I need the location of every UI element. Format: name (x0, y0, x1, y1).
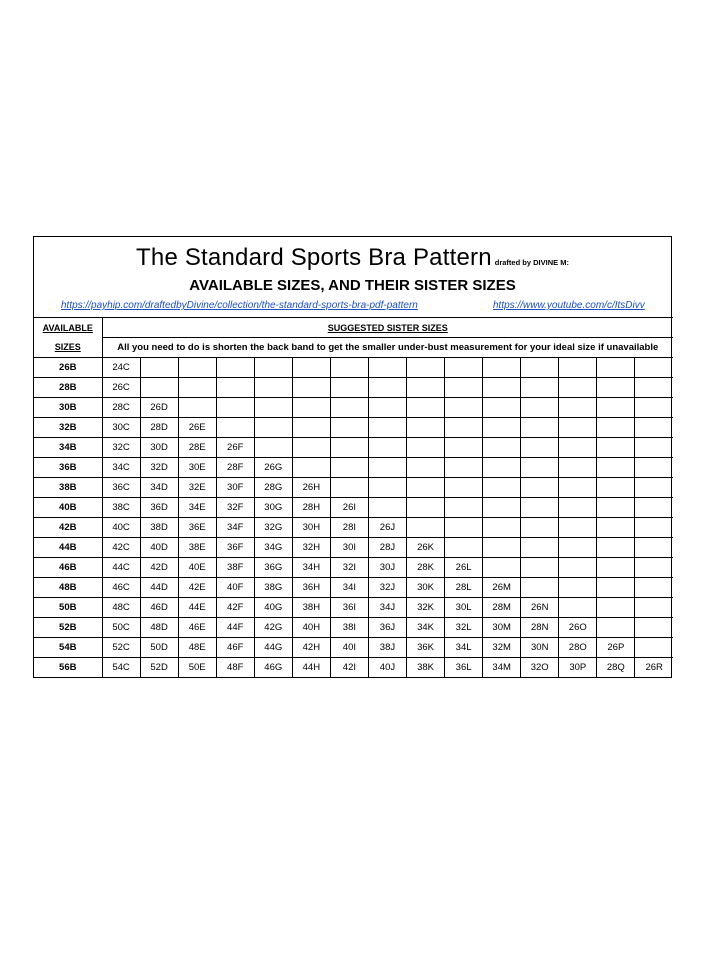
sister-size-cell (445, 498, 483, 518)
sister-size-cell: 44G (254, 638, 292, 658)
sister-size-cell: 32E (178, 478, 216, 498)
sister-size-cell (521, 578, 559, 598)
sister-size-cell: 26R (635, 658, 673, 678)
sister-size-cell (292, 398, 330, 418)
sister-size-cell (368, 498, 406, 518)
sister-size-cell (559, 558, 597, 578)
sister-size-cell (597, 378, 635, 398)
youtube-link[interactable]: https://www.youtube.com/c/ItsDivv (493, 300, 645, 311)
sister-size-cell: 38I (330, 618, 368, 638)
sister-size-cell: 30K (407, 578, 445, 598)
sister-size-cell (635, 618, 673, 638)
sister-size-cell: 32F (216, 498, 254, 518)
sister-size-cell (254, 398, 292, 418)
sister-size-cell: 54C (102, 658, 140, 678)
available-size-cell: 46B (34, 558, 102, 578)
sister-size-cell (597, 518, 635, 538)
sister-size-cell: 44D (140, 578, 178, 598)
sister-size-cell: 32M (483, 638, 521, 658)
sister-size-cell (635, 598, 673, 618)
sister-size-cell (368, 398, 406, 418)
available-size-cell: 56B (34, 658, 102, 678)
header-row-2 (34, 338, 673, 358)
sister-size-cell (407, 518, 445, 538)
sister-size-cell (559, 358, 597, 378)
sister-size-cell: 36G (254, 558, 292, 578)
sister-size-cell (254, 378, 292, 398)
available-size-cell: 26B (34, 358, 102, 378)
sister-size-cell (407, 378, 445, 398)
sister-size-cell: 30M (483, 618, 521, 638)
sister-size-cell (216, 418, 254, 438)
sister-size-cell: 44F (216, 618, 254, 638)
sister-size-cell (330, 378, 368, 398)
sister-size-cell: 34M (483, 658, 521, 678)
sister-size-cell: 28N (521, 618, 559, 638)
sister-size-cell: 28C (102, 398, 140, 418)
available-size-cell: 32B (34, 418, 102, 438)
sister-size-cell: 28G (254, 478, 292, 498)
suggested-header: SUGGESTED SISTER SIZES (102, 318, 673, 338)
sister-size-cell (483, 438, 521, 458)
sister-size-cell: 32D (140, 458, 178, 478)
sister-size-cell: 32H (292, 538, 330, 558)
sister-size-cell: 46F (216, 638, 254, 658)
sister-size-cell (216, 358, 254, 378)
sister-size-cell: 38E (178, 538, 216, 558)
sister-size-cell (521, 518, 559, 538)
sister-size-cell: 40F (216, 578, 254, 598)
sister-size-cell (597, 398, 635, 418)
table-row (34, 538, 673, 558)
sister-size-cell (368, 358, 406, 378)
table-row (34, 658, 673, 678)
sizes-header: SIZES (34, 338, 102, 358)
available-size-cell: 34B (34, 438, 102, 458)
sister-size-cell: 46E (178, 618, 216, 638)
table-row (34, 518, 673, 538)
sister-size-cell: 38C (102, 498, 140, 518)
table-row (34, 598, 673, 618)
sister-size-cell (521, 378, 559, 398)
sister-size-cell (635, 638, 673, 658)
payhip-link[interactable]: https://payhip.com/draftedbyDivine/collection/the-standard-sports-bra-pdf-pattern (61, 300, 418, 311)
sister-size-cell (483, 458, 521, 478)
instruction-note: All you need to do is shorten the back band to get the smaller under-bust measurement for your ideal size if unavailable (102, 338, 673, 358)
sister-size-cell: 26H (292, 478, 330, 498)
sister-size-cell (178, 378, 216, 398)
sister-size-cell (597, 498, 635, 518)
sister-size-cell: 28J (368, 538, 406, 558)
sister-size-cell: 36I (330, 598, 368, 618)
sister-size-cell (521, 418, 559, 438)
sister-size-cell (407, 478, 445, 498)
sister-size-cell (178, 358, 216, 378)
sister-size-cell (635, 478, 673, 498)
available-size-cell: 36B (34, 458, 102, 478)
sister-size-cell: 42E (178, 578, 216, 598)
sister-size-cell: 30G (254, 498, 292, 518)
sister-size-cell: 28O (559, 638, 597, 658)
sister-size-cell (483, 378, 521, 398)
available-size-cell: 28B (34, 378, 102, 398)
sister-size-cell (635, 578, 673, 598)
sister-size-cell (368, 438, 406, 458)
sister-size-cell (597, 478, 635, 498)
sister-size-cell: 36L (445, 658, 483, 678)
sister-size-cell: 50C (102, 618, 140, 638)
available-size-cell: 44B (34, 538, 102, 558)
sister-size-cell: 32O (521, 658, 559, 678)
sister-size-cell (521, 478, 559, 498)
sister-size-cell (521, 558, 559, 578)
sister-size-cell: 28Q (597, 658, 635, 678)
sister-size-cell: 34D (140, 478, 178, 498)
sister-size-cell: 28L (445, 578, 483, 598)
sister-size-cell: 26O (559, 618, 597, 638)
sister-size-cell (635, 538, 673, 558)
available-size-cell: 42B (34, 518, 102, 538)
sister-size-cell: 26D (140, 398, 178, 418)
page-subtitle: AVAILABLE SIZES, AND THEIR SISTER SIZES (189, 276, 516, 294)
sister-size-cell (559, 538, 597, 558)
sister-size-cell: 40J (368, 658, 406, 678)
sister-size-cell: 28E (178, 438, 216, 458)
sister-size-cell: 50E (178, 658, 216, 678)
sister-size-cell: 32C (102, 438, 140, 458)
sister-size-cell: 32G (254, 518, 292, 538)
sister-size-cell: 28D (140, 418, 178, 438)
available-size-cell: 54B (34, 638, 102, 658)
sister-size-cell (445, 518, 483, 538)
sister-size-cell (521, 438, 559, 458)
sister-size-cell: 28F (216, 458, 254, 478)
sister-size-cell: 32K (407, 598, 445, 618)
sister-size-cell (445, 438, 483, 458)
sister-size-cell: 34E (178, 498, 216, 518)
sister-size-cell (254, 358, 292, 378)
sister-size-cell: 46D (140, 598, 178, 618)
available-size-cell: 38B (34, 478, 102, 498)
sister-size-cell: 32L (445, 618, 483, 638)
sister-size-cell: 48F (216, 658, 254, 678)
sister-size-cell: 32I (330, 558, 368, 578)
sister-size-cell: 42D (140, 558, 178, 578)
sister-size-cell: 26L (445, 558, 483, 578)
sister-size-cell (521, 458, 559, 478)
available-size-cell: 52B (34, 618, 102, 638)
sister-size-cell (292, 438, 330, 458)
sister-size-cell (407, 438, 445, 458)
sister-size-cell (140, 378, 178, 398)
sister-size-cell (635, 438, 673, 458)
sister-size-cell (483, 398, 521, 418)
table-row (34, 558, 673, 578)
sister-size-cell (254, 418, 292, 438)
sister-size-cell (559, 598, 597, 618)
table-row (34, 638, 673, 658)
sister-size-cell (445, 358, 483, 378)
sister-size-cell (597, 438, 635, 458)
sister-size-cell (483, 418, 521, 438)
sister-size-cell (521, 538, 559, 558)
table-row (34, 618, 673, 638)
sister-size-cell (559, 458, 597, 478)
sister-size-cell: 34H (292, 558, 330, 578)
sister-size-cell (635, 558, 673, 578)
sister-size-cell (254, 438, 292, 458)
sister-size-cell: 34K (407, 618, 445, 638)
sister-size-cell (407, 498, 445, 518)
sister-size-cell: 30J (368, 558, 406, 578)
sister-size-cell: 36E (178, 518, 216, 538)
sister-size-cell (216, 398, 254, 418)
sister-size-cell: 30E (178, 458, 216, 478)
table-row (34, 458, 673, 478)
sister-size-cell: 30C (102, 418, 140, 438)
sister-size-cell: 28H (292, 498, 330, 518)
sister-size-cell (140, 358, 178, 378)
sister-size-cell: 42F (216, 598, 254, 618)
sister-size-cell: 36H (292, 578, 330, 598)
sister-size-cell: 36F (216, 538, 254, 558)
sister-size-cell (559, 518, 597, 538)
sister-size-cell (635, 398, 673, 418)
sister-size-cell: 36J (368, 618, 406, 638)
sister-size-cell (216, 378, 254, 398)
sister-size-cell (330, 478, 368, 498)
sister-size-cell (292, 418, 330, 438)
sister-size-cell: 38J (368, 638, 406, 658)
sister-size-cell: 40I (330, 638, 368, 658)
table-row (34, 398, 673, 418)
sister-size-cell: 48C (102, 598, 140, 618)
sister-size-cell: 44H (292, 658, 330, 678)
sister-size-cell (597, 418, 635, 438)
sister-size-cell: 46G (254, 658, 292, 678)
sister-size-cell: 40D (140, 538, 178, 558)
sister-size-cell (330, 438, 368, 458)
sister-size-cell (330, 358, 368, 378)
sister-size-cell: 34C (102, 458, 140, 478)
sister-size-cell (292, 358, 330, 378)
sister-size-cell: 34J (368, 598, 406, 618)
sister-size-cell (330, 458, 368, 478)
sister-size-cell: 30L (445, 598, 483, 618)
sister-size-cell: 34F (216, 518, 254, 538)
sister-size-cell: 26E (178, 418, 216, 438)
sister-size-cell: 44E (178, 598, 216, 618)
sister-size-cell: 40C (102, 518, 140, 538)
sister-size-cell (521, 398, 559, 418)
sister-size-cell: 38G (254, 578, 292, 598)
sister-size-cell (483, 478, 521, 498)
sister-size-cell: 40H (292, 618, 330, 638)
size-chart-sheet (33, 236, 672, 678)
header-row-1 (34, 318, 673, 338)
sister-size-cell: 28I (330, 518, 368, 538)
sister-sizes-table (34, 317, 673, 677)
sister-size-cell: 36K (407, 638, 445, 658)
sister-size-cell (635, 458, 673, 478)
sister-size-cell (483, 538, 521, 558)
sister-size-cell (368, 418, 406, 438)
sister-size-cell: 24C (102, 358, 140, 378)
sister-size-cell (445, 418, 483, 438)
sister-size-cell: 30N (521, 638, 559, 658)
sister-size-cell (597, 618, 635, 638)
table-row (34, 378, 673, 398)
sister-size-cell: 44C (102, 558, 140, 578)
sister-size-cell (597, 578, 635, 598)
table-row (34, 358, 673, 378)
sister-size-cell (597, 358, 635, 378)
sister-size-cell: 30H (292, 518, 330, 538)
sister-size-cell (330, 418, 368, 438)
page-title: The Standard Sports Bra Pattern (136, 244, 492, 271)
sister-size-cell (635, 418, 673, 438)
sister-size-cell (635, 378, 673, 398)
sister-size-cell: 30P (559, 658, 597, 678)
sister-size-cell (635, 518, 673, 538)
sister-size-cell: 28K (407, 558, 445, 578)
sister-size-cell (635, 498, 673, 518)
sister-size-cell (407, 358, 445, 378)
sister-size-cell (292, 458, 330, 478)
sister-size-cell (483, 558, 521, 578)
sister-size-cell: 30D (140, 438, 178, 458)
sister-size-cell (368, 478, 406, 498)
sister-size-cell: 52D (140, 658, 178, 678)
sister-size-cell (559, 398, 597, 418)
sister-size-cell: 42G (254, 618, 292, 638)
sister-size-cell (445, 538, 483, 558)
sister-size-cell: 40G (254, 598, 292, 618)
sister-size-cell: 26C (102, 378, 140, 398)
sister-size-cell (445, 398, 483, 418)
sister-size-cell: 30I (330, 538, 368, 558)
sister-size-cell (178, 398, 216, 418)
title-row (34, 237, 671, 273)
sister-size-cell: 26K (407, 538, 445, 558)
sister-size-cell (521, 498, 559, 518)
sister-size-cell: 36C (102, 478, 140, 498)
sister-size-cell (635, 358, 673, 378)
sister-size-cell: 40E (178, 558, 216, 578)
available-size-cell: 30B (34, 398, 102, 418)
sister-size-cell: 32J (368, 578, 406, 598)
sister-size-cell (559, 578, 597, 598)
sister-size-cell (445, 478, 483, 498)
sister-size-cell: 36D (140, 498, 178, 518)
author-credit: drafted by DIVINE M: (494, 258, 569, 267)
sister-size-cell: 42C (102, 538, 140, 558)
sister-size-cell (597, 598, 635, 618)
sister-size-cell (407, 458, 445, 478)
sister-size-cell: 42H (292, 638, 330, 658)
sister-size-cell: 34G (254, 538, 292, 558)
sister-size-cell: 26M (483, 578, 521, 598)
sister-size-cell (292, 378, 330, 398)
available-header: AVAILABLE (34, 318, 102, 338)
sister-size-cell (483, 518, 521, 538)
sister-size-cell: 26I (330, 498, 368, 518)
sister-size-cell: 34L (445, 638, 483, 658)
sister-size-cell: 26F (216, 438, 254, 458)
sister-size-cell: 28M (483, 598, 521, 618)
sister-size-cell: 30F (216, 478, 254, 498)
sister-size-cell: 42I (330, 658, 368, 678)
sister-size-cell: 34I (330, 578, 368, 598)
sister-size-cell (559, 438, 597, 458)
sister-size-cell: 26G (254, 458, 292, 478)
sister-size-cell (521, 358, 559, 378)
sister-size-cell (445, 378, 483, 398)
table-row (34, 478, 673, 498)
links-row (34, 297, 671, 317)
sister-size-cell: 48E (178, 638, 216, 658)
sister-size-cell (597, 558, 635, 578)
available-size-cell: 50B (34, 598, 102, 618)
sister-size-cell (368, 378, 406, 398)
sister-size-cell (559, 478, 597, 498)
table-row (34, 418, 673, 438)
sister-size-cell (559, 418, 597, 438)
sister-size-cell (559, 378, 597, 398)
sister-size-cell: 50D (140, 638, 178, 658)
sister-size-cell: 38K (407, 658, 445, 678)
sister-size-cell: 52C (102, 638, 140, 658)
sister-size-cell (483, 358, 521, 378)
sister-size-cell (445, 458, 483, 478)
sister-size-cell: 38F (216, 558, 254, 578)
sister-size-cell (483, 498, 521, 518)
sister-size-cell: 26N (521, 598, 559, 618)
sister-size-cell (407, 418, 445, 438)
sister-size-cell: 26J (368, 518, 406, 538)
sister-size-cell: 48D (140, 618, 178, 638)
sister-size-cell (407, 398, 445, 418)
sister-size-cell: 38H (292, 598, 330, 618)
sister-size-cell (597, 458, 635, 478)
sister-size-cell (330, 398, 368, 418)
sister-size-cell (597, 538, 635, 558)
sister-size-cell (368, 458, 406, 478)
sister-size-cell: 46C (102, 578, 140, 598)
available-size-cell: 40B (34, 498, 102, 518)
table-row (34, 498, 673, 518)
sister-size-cell: 38D (140, 518, 178, 538)
available-size-cell: 48B (34, 578, 102, 598)
sister-size-cell (559, 498, 597, 518)
sister-size-cell: 26P (597, 638, 635, 658)
table-row (34, 438, 673, 458)
table-row (34, 578, 673, 598)
